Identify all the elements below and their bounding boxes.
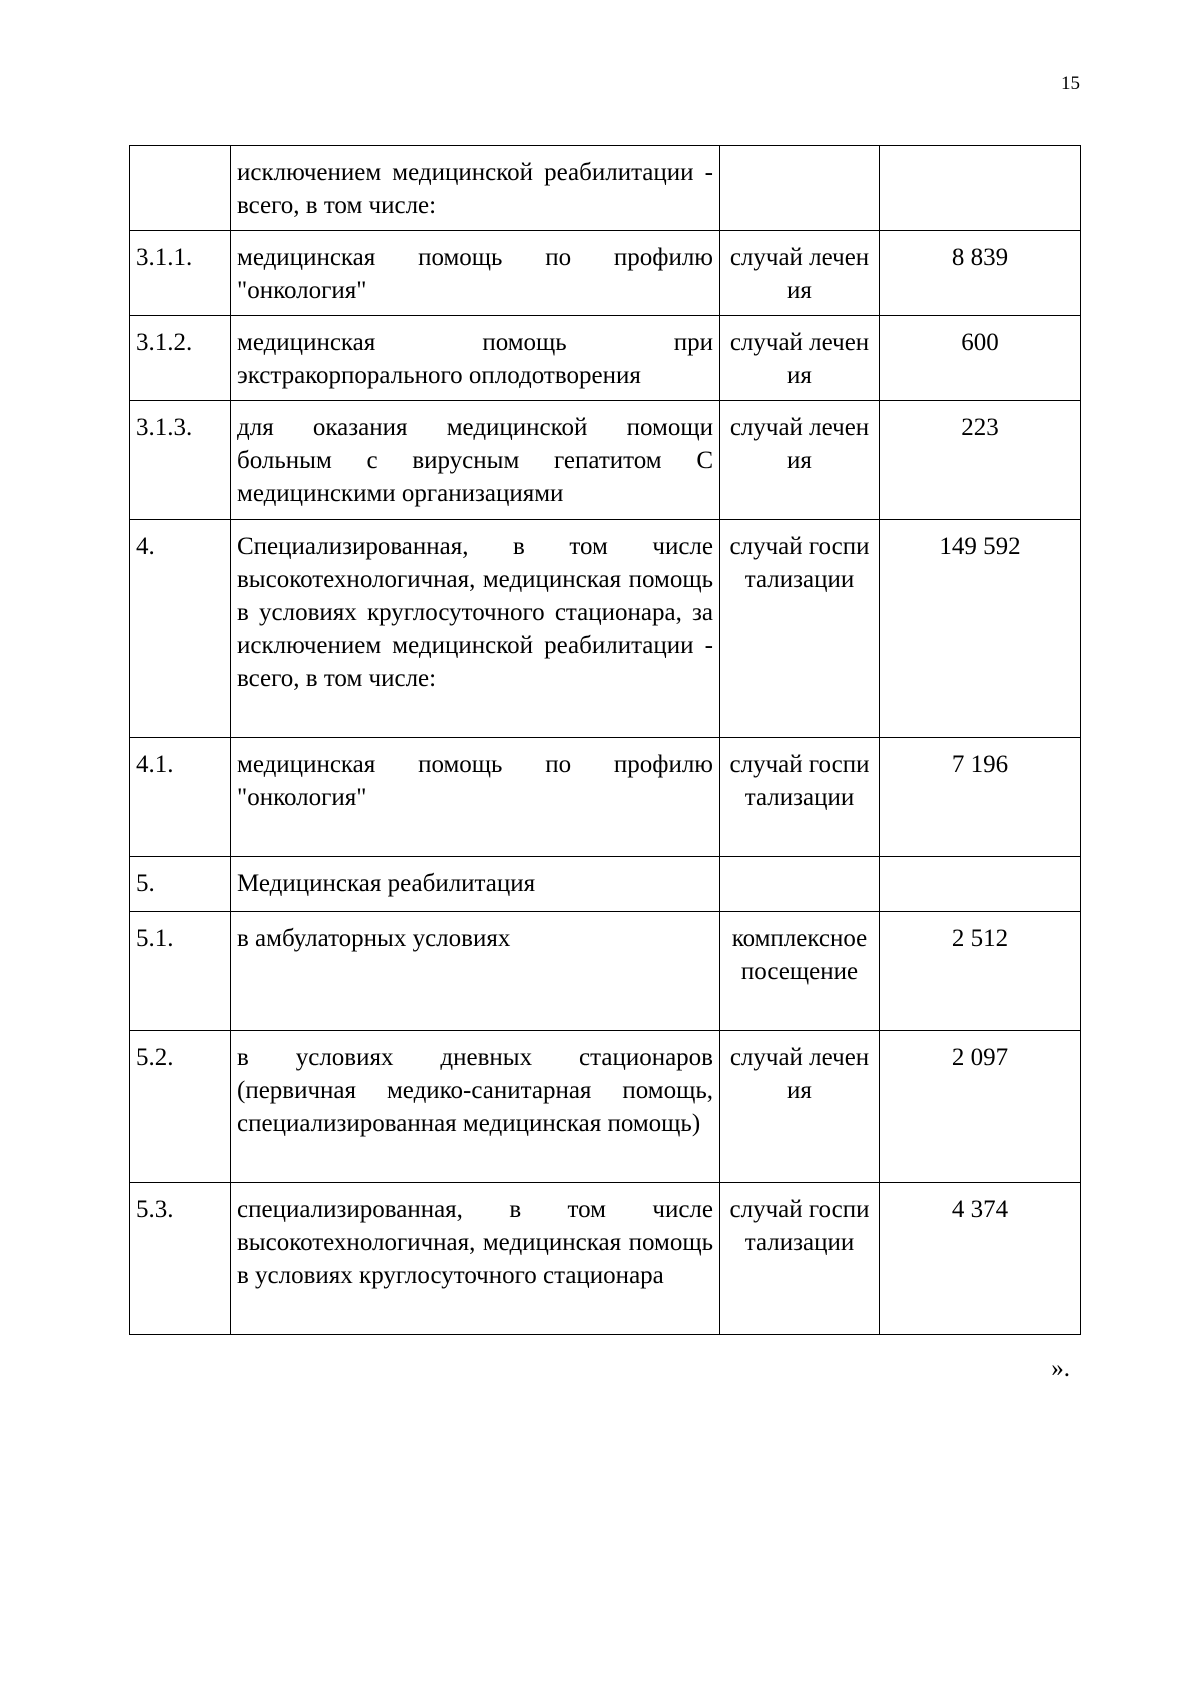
row-unit: комплексное посещение [720, 912, 880, 1031]
row-number: 4.1. [130, 738, 231, 857]
row-value: 223 [880, 401, 1081, 520]
row-description: в амбулаторных условиях [231, 912, 720, 1031]
row-number [130, 146, 231, 231]
row-value: 600 [880, 316, 1081, 401]
page-number: 15 [1061, 73, 1080, 94]
row-unit: случай госпитализации [720, 1183, 880, 1335]
row-unit [720, 857, 880, 912]
row-description: медицинская помощь по профилю "онкология" [231, 738, 720, 857]
row-unit: случай госпитализации [720, 738, 880, 857]
row-unit: случай лечения [720, 1031, 880, 1183]
row-description: исключением медицинской реабилитации - всего, в том числе: [231, 146, 720, 231]
row-unit: случай лечения [720, 231, 880, 316]
table-row [130, 401, 1081, 520]
row-value [880, 146, 1081, 231]
row-number: 5.3. [130, 1183, 231, 1335]
row-value: 2 097 [880, 1031, 1081, 1183]
table-row [130, 738, 1081, 857]
row-value [880, 857, 1081, 912]
row-number: 3.1.1. [130, 231, 231, 316]
table-row [130, 912, 1081, 1031]
row-value: 8 839 [880, 231, 1081, 316]
row-description: Медицинская реабилитация [231, 857, 720, 912]
table-row [130, 1031, 1081, 1183]
row-unit: случай госпитализации [720, 520, 880, 738]
table-row [130, 146, 1081, 231]
table-row [130, 316, 1081, 401]
table-row [130, 857, 1081, 912]
row-unit: случай лечения [720, 316, 880, 401]
row-value: 4 374 [880, 1183, 1081, 1335]
row-value: 7 196 [880, 738, 1081, 857]
row-value: 149 592 [880, 520, 1081, 738]
row-number: 4. [130, 520, 231, 738]
row-number: 5.2. [130, 1031, 231, 1183]
row-number: 5. [130, 857, 231, 912]
row-unit: случай лечения [720, 401, 880, 520]
row-number: 3.1.2. [130, 316, 231, 401]
row-description: Специализированная, в том числе высокотехнологичная, медицинская помощь в условиях круглосуточного стационара, за исключением медицинской реабилитации - всего, в том числе: [231, 520, 720, 738]
closing-quote: ». [1051, 1355, 1070, 1382]
table-row [130, 231, 1081, 316]
table-row [130, 1183, 1081, 1335]
row-unit [720, 146, 880, 231]
row-description: в условиях дневных стационаров (первичная медико-санитарная помощь, специализированная медицинская помощь) [231, 1031, 720, 1183]
row-description: медицинская помощь по профилю "онкология" [231, 231, 720, 316]
row-description: для оказания медицинской помощи больным с вирусным гепатитом С медицинскими организациями [231, 401, 720, 520]
row-number: 3.1.3. [130, 401, 231, 520]
row-description: медицинская помощь при экстракорпорального оплодотворения [231, 316, 720, 401]
row-number: 5.1. [130, 912, 231, 1031]
row-description: специализированная, в том числе высокотехнологичная, медицинская помощь в условиях круглосуточного стационара [231, 1183, 720, 1335]
table-row [130, 520, 1081, 738]
row-value: 2 512 [880, 912, 1081, 1031]
data-table [129, 145, 1081, 1335]
